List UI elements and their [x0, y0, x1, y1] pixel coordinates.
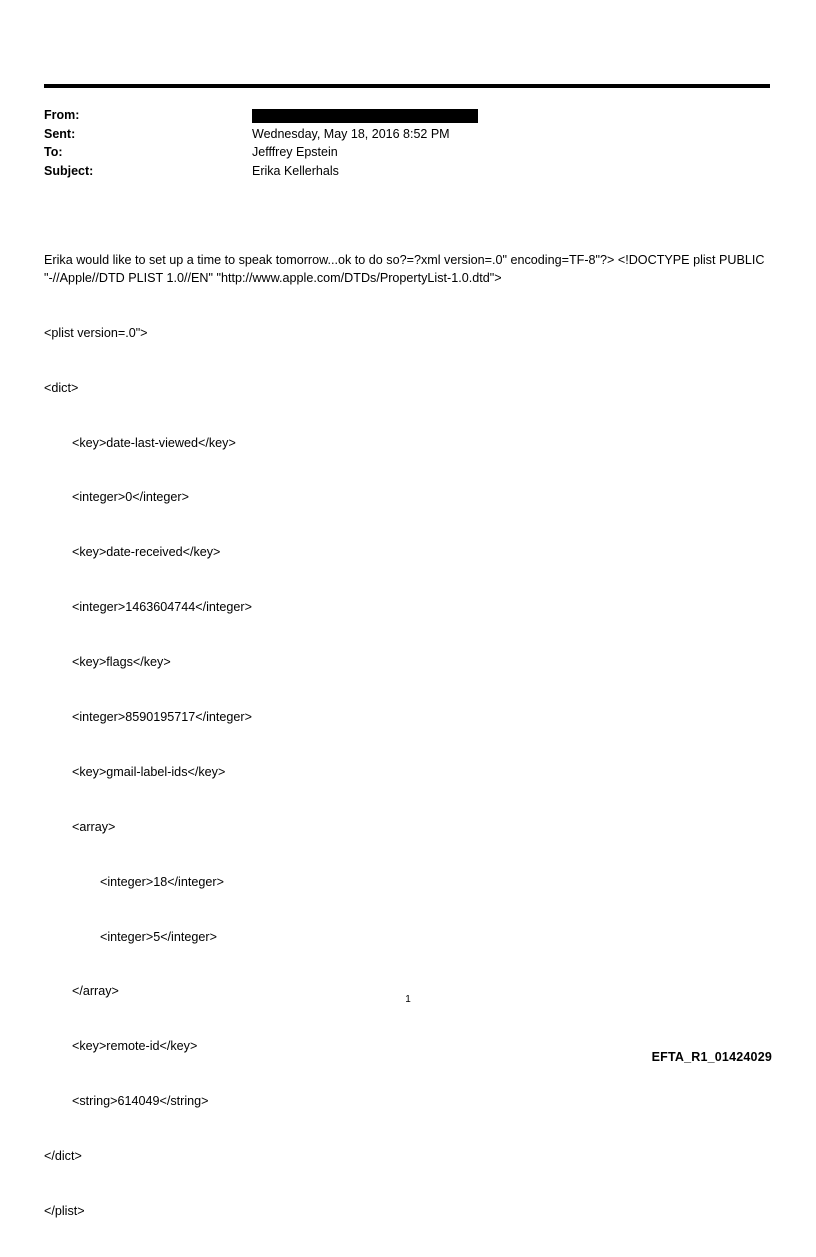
header-row-from	[44, 106, 770, 125]
body-code-line: <key>date-last-viewed</key>	[44, 435, 236, 450]
body-code-line: </plist>	[44, 1204, 85, 1219]
body-code-line: </array>	[44, 984, 119, 999]
body-paragraph: Erika would like to set up a time to speak tomorrow...ok to do so?=?xml version=.0" encoding=TF-8"?> <!DOCTYPE plist PUBLIC "-//Apple//DTD PLIST 1.0//EN" "http://www.apple.com/DTDs/PropertyList-1.0.dtd">	[44, 252, 765, 285]
header-row-subject	[44, 162, 770, 181]
header-label-subject: Subject:	[44, 163, 94, 178]
body-code-line: <dict>	[44, 380, 79, 395]
body-code-line: <key>date-received</key>	[44, 545, 221, 560]
header-row-to	[44, 143, 770, 162]
body-code-line: <integer>8590195717</integer>	[44, 710, 252, 725]
body-code-line: <key>remote-id</key>	[44, 1039, 198, 1054]
header-value-sent: Wednesday, May 18, 2016 8:52 PM	[252, 126, 450, 141]
body-code-line: <integer>1463604744</integer>	[44, 600, 252, 615]
email-header-table	[44, 106, 770, 180]
header-divider-rule	[44, 84, 770, 88]
redaction-bar	[252, 109, 478, 123]
header-label-sent: Sent:	[44, 126, 76, 141]
header-value-to: Jefffrey Epstein	[252, 145, 338, 159]
body-code-line: <array>	[44, 819, 116, 834]
bates-number: EFTA_R1_01424029	[651, 1050, 772, 1064]
body-code-line: </dict>	[44, 1149, 82, 1164]
body-code-line: <integer>0</integer>	[44, 490, 189, 505]
body-code-line: <integer>5</integer>	[44, 929, 217, 944]
header-label-to: To:	[44, 145, 63, 159]
body-code-line: <integer>18</integer>	[44, 874, 224, 889]
body-code-line: <key>gmail-label-ids</key>	[44, 764, 226, 779]
header-row-sent	[44, 125, 770, 144]
header-value-from	[252, 106, 770, 125]
page-number: 1	[405, 994, 411, 1005]
header-value-subject: Erika Kellerhals	[252, 163, 339, 178]
email-body	[44, 214, 770, 1257]
body-code-line: <key>flags</key>	[44, 655, 171, 670]
body-code-line: <plist version=.0">	[44, 325, 148, 340]
body-code-line: <string>614049</string>	[44, 1094, 209, 1109]
header-label-from: From:	[44, 108, 80, 122]
